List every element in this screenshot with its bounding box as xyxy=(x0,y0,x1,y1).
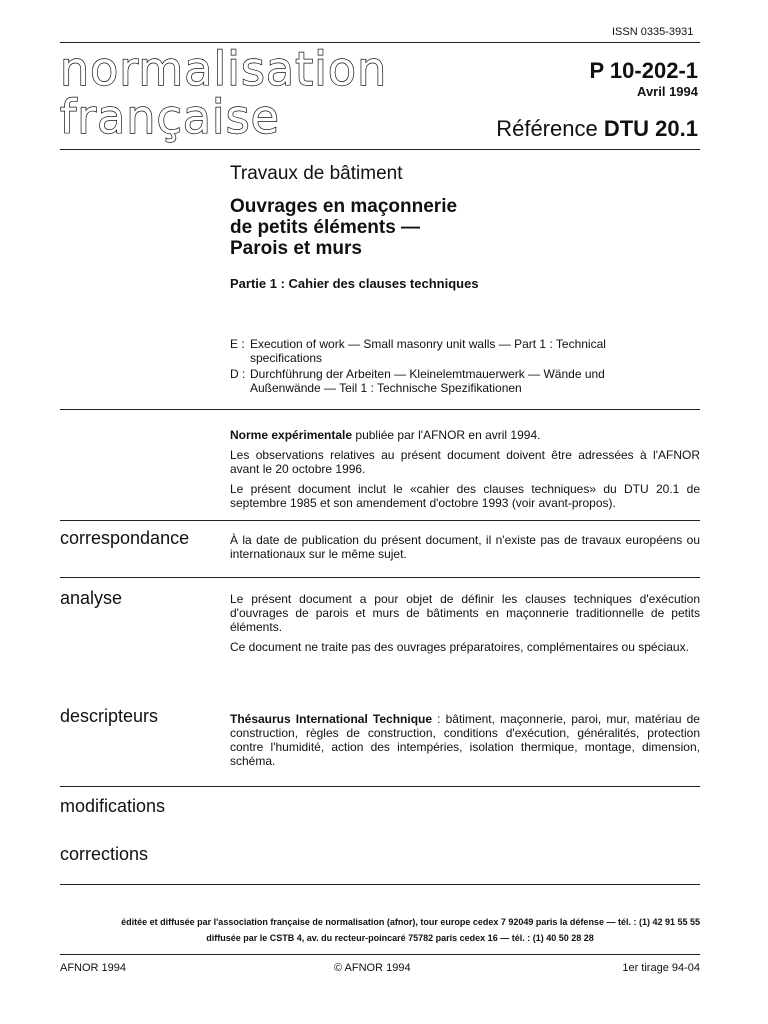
status-bold: Norme expérimentale xyxy=(230,428,353,442)
translation-key: D : xyxy=(230,367,246,381)
translation-key: E : xyxy=(230,337,245,351)
translation-line: Execution of work — Small masonry unit walls — Part 1 : Technical xyxy=(250,337,606,351)
part-title: Partie 1 : Cahier des clauses techniques xyxy=(230,276,479,291)
category: Travaux de bâtiment xyxy=(230,163,403,184)
status-observations: Les observations relatives au présent document doivent être adressées à l'AFNOR avant le 20 octobre 1996. xyxy=(230,448,700,476)
status-block xyxy=(230,428,700,516)
thesaurus-label: Thésaurus International Technique xyxy=(230,712,433,726)
standard-number: P 10-202-1 xyxy=(589,58,698,83)
title-line: Parois et murs xyxy=(230,238,362,259)
analyse-paragraph: Le présent document a pour objet de définir les clauses techniques d'exécution d'ouvrages de parois et murs de bâtiments en maçonnerie traditionnelle de petits éléments. xyxy=(230,592,700,634)
issn: ISSN 0335-3931 xyxy=(612,26,694,38)
analyse-text xyxy=(230,592,700,660)
correspondance-label: correspondance xyxy=(60,528,190,548)
footer-distributor: diffusée par le CSTB 4, av. du recteur-poincaré 75782 paris cedex 16 — tél. : (1) 40 50 28 28 xyxy=(206,933,594,943)
divider xyxy=(60,786,700,787)
correspondance-text: À la date de publication du présent document, il n'existe pas de travaux européens ou internationaux sur le même sujet. xyxy=(230,533,700,561)
footer-copyright: © AFNOR 1994 xyxy=(334,962,411,974)
header-divider xyxy=(60,149,700,150)
divider xyxy=(60,884,700,885)
bottom-divider xyxy=(60,954,700,955)
translation-line: Durchführung der Arbeiten — Kleinelemtmauerwerk — Wände und xyxy=(250,367,605,381)
translation-line: specifications xyxy=(250,351,323,365)
modifications-label: modifications xyxy=(60,796,166,816)
footer-print-run xyxy=(622,962,700,974)
corrections-label: corrections xyxy=(60,844,149,864)
status-inclusion: Le présent document inclut le «cahier des clauses techniques» du DTU 20.1 de septembre 1985 et son amendement d'octobre 1993 (voir avant-propos). xyxy=(230,482,700,510)
reference xyxy=(496,116,698,142)
analyse-paragraph: Ce document ne traite pas des ouvrages préparatoires, complémentaires ou spéciaux. xyxy=(230,640,689,654)
print-run-ordinal: 1er xyxy=(622,962,639,974)
footer-publisher: éditée et diffusée par l'association française de normalisation (afnor), tour europe cedex 7 92049 paris la défense — tél. : (1) 42 91 55 55 xyxy=(121,917,700,927)
status-rest: publiée par l'AFNOR en avril 1994. xyxy=(352,428,541,442)
print-run-text: tirage 94-04 xyxy=(638,962,700,974)
divider xyxy=(60,409,700,410)
footer-left: AFNOR 1994 xyxy=(60,962,127,974)
analyse-label: analyse xyxy=(60,588,123,608)
title-line: de petits éléments — xyxy=(230,217,421,238)
logo-francaise: française xyxy=(60,90,280,144)
publication-date: Avril 1994 xyxy=(637,84,698,99)
descripteurs-list: : bâtiment, maçonnerie, paroi, mur, matériau de construction, règles de construction, conditions d'exécution, généralités, protection contre l'humidité, action des intempéries, isolation thermique, montage, dimension, schéma. xyxy=(230,712,700,768)
logo-normalisation: normalisation xyxy=(60,42,388,96)
divider xyxy=(60,577,700,578)
reference-prefix: Référence xyxy=(496,116,598,141)
document-title xyxy=(230,196,457,259)
title-line: Ouvrages en maçonnerie xyxy=(230,196,458,217)
divider xyxy=(60,520,700,521)
translation-en xyxy=(230,337,700,365)
descripteurs-text xyxy=(230,712,700,768)
descripteurs-label: descripteurs xyxy=(60,706,159,726)
translation-line: Außenwände — Teil 1 : Technische Spezifikationen xyxy=(250,381,522,395)
translation-de xyxy=(230,367,700,395)
reference-code: DTU 20.1 xyxy=(603,116,698,141)
